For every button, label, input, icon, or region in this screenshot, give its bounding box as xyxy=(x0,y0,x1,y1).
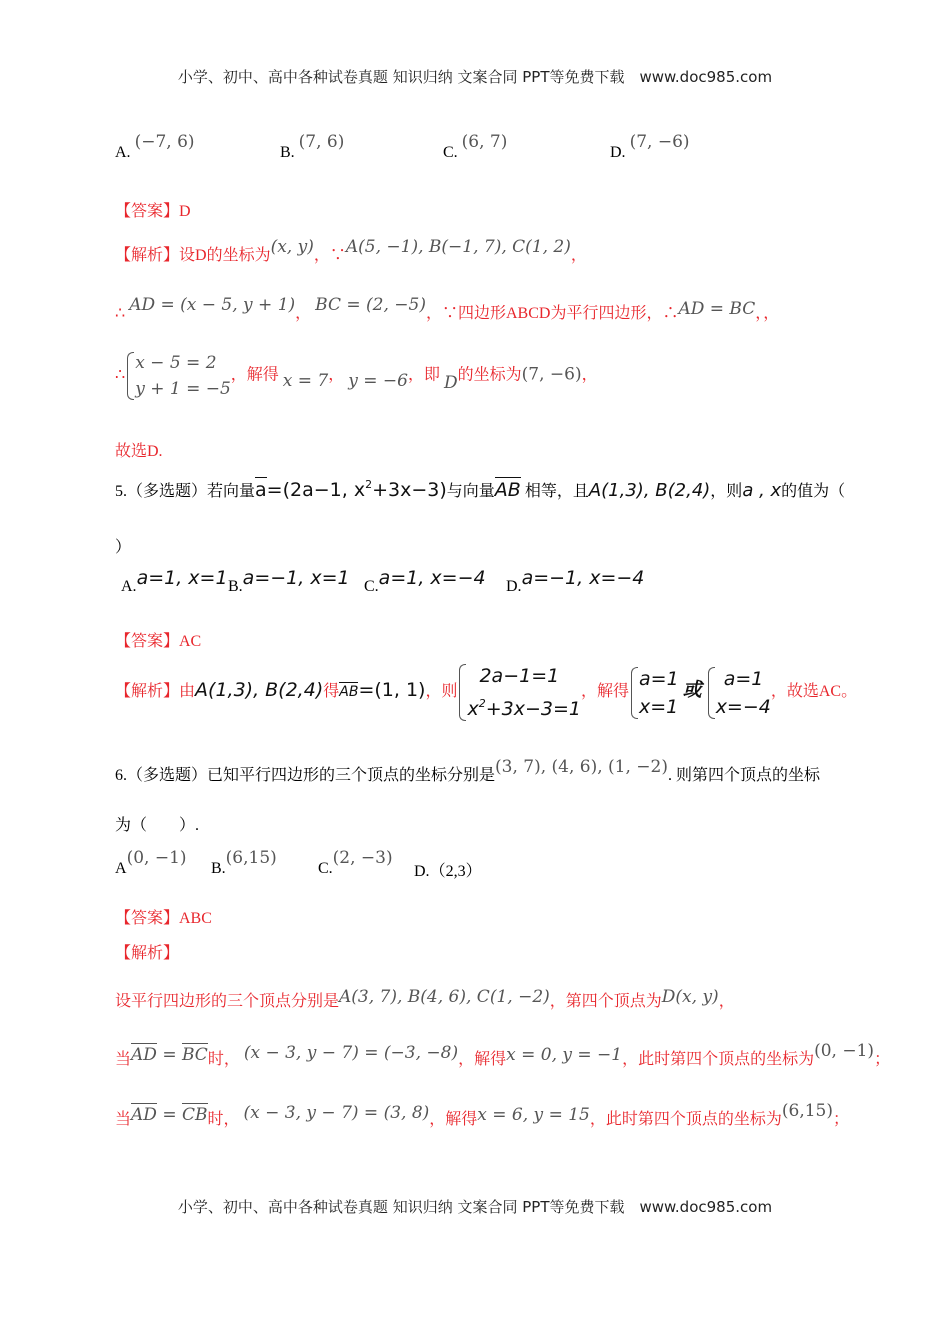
q4-analysis-line2 xyxy=(115,295,780,323)
option-label: C. xyxy=(364,578,379,595)
option-value: (7, −6) xyxy=(629,132,690,152)
math: x = 7 xyxy=(282,370,329,391)
option-label: D. xyxy=(506,578,522,595)
q4-analysis-line3 xyxy=(115,350,598,402)
math: (7, −6) xyxy=(521,364,582,385)
q6-option-c[interactable] xyxy=(318,848,393,878)
option-label: C. xyxy=(443,144,458,161)
text: ， xyxy=(581,366,598,384)
q4-option-d[interactable] xyxy=(610,132,690,162)
text: ，则 xyxy=(710,483,743,500)
math: (x − 3, y − 7) = (3, 8) xyxy=(243,1103,430,1123)
math-text: = xyxy=(156,1105,182,1125)
option-value: （2,3） xyxy=(429,863,482,880)
math: A(1,3), B(2,4) xyxy=(195,679,324,702)
q6-analysis-line1 xyxy=(115,988,735,1011)
vector-bc: BC xyxy=(182,1045,208,1065)
option-value: a=1, x=−4 xyxy=(378,567,486,589)
q5-option-d[interactable] xyxy=(506,567,645,595)
option-value: (0, −1) xyxy=(126,848,187,868)
math: A(5, −1), B(−1, 7), C(1, 2) xyxy=(345,237,571,257)
q4-option-c[interactable] xyxy=(443,132,508,162)
math-text: = xyxy=(156,1045,182,1065)
math: A(3, 7), B(4, 6), C(1, −2) xyxy=(339,987,550,1007)
text: 当 xyxy=(115,1111,132,1128)
math: (3, 7), (4, 6), (1, −2) xyxy=(495,757,668,777)
text: 得 xyxy=(323,683,340,701)
text: ，解得 xyxy=(458,1051,507,1068)
math: D(x, y) xyxy=(661,987,719,1007)
equation: a=1 xyxy=(723,667,764,690)
vector-a: a xyxy=(255,479,267,501)
text: ，则 xyxy=(425,683,458,701)
equation: x=1 xyxy=(639,695,679,718)
text: 5.（多选题）若向量 xyxy=(115,483,256,500)
text: ； xyxy=(833,1111,850,1128)
text: ，此时第四个顶点的坐标为 xyxy=(589,1111,782,1128)
option-value: (6, 7) xyxy=(461,132,508,152)
math: BC = (2, −5) xyxy=(315,295,426,315)
text: ， xyxy=(718,993,735,1010)
option-value: a=1, x=1 xyxy=(136,567,228,589)
vector-ab: AB xyxy=(339,684,359,701)
q6-stem-line2: 为（ ）. xyxy=(115,817,200,834)
text: 与向量 xyxy=(446,483,495,500)
solution-system-2 xyxy=(706,665,771,721)
math: x = 6, y = 15 xyxy=(477,1105,590,1125)
text: ，∵四边形ABCD为平行四边形，∴ xyxy=(426,305,679,322)
text: 由 xyxy=(179,683,196,701)
q6-option-b[interactable] xyxy=(211,848,277,878)
q5-option-c[interactable] xyxy=(364,567,486,595)
text: 的值为（ xyxy=(781,483,846,500)
math: x = 0, y = −1 xyxy=(506,1045,623,1065)
option-label: B. xyxy=(228,578,243,595)
math: AD = BC xyxy=(678,299,756,319)
option-value: a=−1, x=1 xyxy=(242,567,350,589)
equation xyxy=(467,690,581,723)
q6-stem xyxy=(115,757,821,785)
q6-analysis-label: 【解析】 xyxy=(115,945,180,962)
equation-system xyxy=(457,662,581,723)
text: 的坐标为 xyxy=(457,366,522,384)
option-value: a=−1, x=−4 xyxy=(521,567,645,589)
text: ，解得 xyxy=(230,366,279,384)
option-value: (6,15) xyxy=(225,848,277,868)
math: =(1, 1) xyxy=(358,679,426,702)
text: 6.（多选题）已知平行四边形的三个顶点的坐标分别是 xyxy=(115,767,496,784)
option-label: C. xyxy=(318,860,333,877)
option-label: D. xyxy=(414,863,430,880)
q6-option-a[interactable] xyxy=(115,848,187,878)
q5-analysis xyxy=(115,662,857,723)
math-text: =(2a−1, x xyxy=(266,479,366,501)
q6-analysis-line3 xyxy=(115,1101,850,1129)
q4-option-b[interactable] xyxy=(280,132,345,162)
math: a , x xyxy=(742,480,782,501)
text: ，即 xyxy=(408,366,441,384)
option-label: B. xyxy=(211,860,226,877)
math: A(1,3), B(2,4) xyxy=(588,480,711,501)
superscript: 2 xyxy=(365,478,373,491)
q6-analysis-line2 xyxy=(115,1041,891,1069)
text: ， xyxy=(295,305,312,322)
option-label: B. xyxy=(280,144,295,161)
q5-option-b[interactable] xyxy=(228,567,350,595)
equation-system xyxy=(125,350,231,402)
therefore-symbol: ∴ xyxy=(115,305,126,322)
text: ，此时第四个顶点的坐标为 xyxy=(622,1051,815,1068)
text: 设D的坐标为 xyxy=(179,247,271,264)
math: (x − 3, y − 7) = (−3, −8) xyxy=(243,1043,459,1063)
text: ，∵ xyxy=(313,247,346,264)
therefore-symbol: ∴ xyxy=(115,366,126,384)
text: ， xyxy=(328,366,345,384)
option-value: (7, 6) xyxy=(298,132,345,152)
text: ，解得 xyxy=(581,683,630,701)
text: ，解得 xyxy=(429,1111,478,1128)
q4-conclusion: 故选D. xyxy=(115,443,163,460)
q6-answer: 【答案】ABC xyxy=(115,910,212,927)
option-label: D. xyxy=(610,144,626,161)
equation: y + 1 = −5 xyxy=(135,379,231,399)
option-value: (−7, 6) xyxy=(134,132,195,152)
analysis-label: 【解析】 xyxy=(115,247,180,264)
math xyxy=(131,1105,207,1125)
text: ，第四个顶点为 xyxy=(549,993,662,1010)
math-text: x xyxy=(467,698,479,720)
math-text: +3x−3) xyxy=(372,479,447,501)
q5-stem-close: ） xyxy=(115,539,132,556)
equation: a=1 xyxy=(639,667,679,690)
text: ； xyxy=(874,1051,891,1068)
math: D xyxy=(444,372,458,393)
math: AD = (x − 5, y + 1) xyxy=(129,295,296,315)
text: ，故选AC。 xyxy=(770,683,858,701)
math-text: +3x−3=1 xyxy=(485,698,581,720)
vector-cb: CB xyxy=(182,1105,208,1125)
q4-analysis-line1 xyxy=(115,237,587,265)
equation: x=−4 xyxy=(715,695,771,718)
text: 当 xyxy=(115,1051,132,1068)
q5-option-a[interactable] xyxy=(121,567,228,595)
vector-ad: AD xyxy=(131,1105,157,1125)
math: (x, y) xyxy=(270,237,314,257)
text: ，， xyxy=(755,305,780,322)
vector-ad: AD xyxy=(131,1045,157,1065)
math: y = −6 xyxy=(348,370,408,391)
analysis-label: 【解析】 xyxy=(115,683,180,701)
vector-ab: AB xyxy=(494,479,521,501)
q4-option-a[interactable] xyxy=(115,132,195,162)
page-footer: 小学、初中、高中各种试卷真题 知识归纳 文案合同 PPT等免费下载 www.doc985.com xyxy=(177,1198,773,1216)
option-label: A. xyxy=(115,144,131,161)
text: 相等，且 xyxy=(524,483,589,500)
q5-answer: 【答案】AC xyxy=(115,633,202,650)
text: 设平行四边形的三个顶点分别是 xyxy=(115,993,340,1010)
or-word: 或 xyxy=(682,679,702,702)
math xyxy=(255,479,447,501)
text: . 则第四个顶点的坐标 xyxy=(668,767,821,784)
text: 时， xyxy=(207,1051,240,1068)
solution-system-1 xyxy=(629,665,679,721)
q4-answer: 【答案】D xyxy=(115,203,191,220)
text: 时， xyxy=(207,1111,240,1128)
page-header: 小学、初中、高中各种试卷真题 知识归纳 文案合同 PPT等免费下载 www.doc985.com xyxy=(177,68,773,86)
math: (0, −1) xyxy=(814,1041,875,1061)
option-label: A. xyxy=(121,578,137,595)
equation: 2a−1=1 xyxy=(479,665,560,687)
q5-stem xyxy=(115,478,845,501)
math: (6,15) xyxy=(781,1101,833,1121)
option-value: (2, −3) xyxy=(332,848,393,868)
text: ， xyxy=(570,247,587,264)
superscript: 2 xyxy=(478,697,486,710)
equation: x − 5 = 2 xyxy=(135,353,217,373)
option-label: A xyxy=(115,860,127,877)
math xyxy=(131,1045,208,1065)
q6-option-d[interactable] xyxy=(414,858,482,881)
